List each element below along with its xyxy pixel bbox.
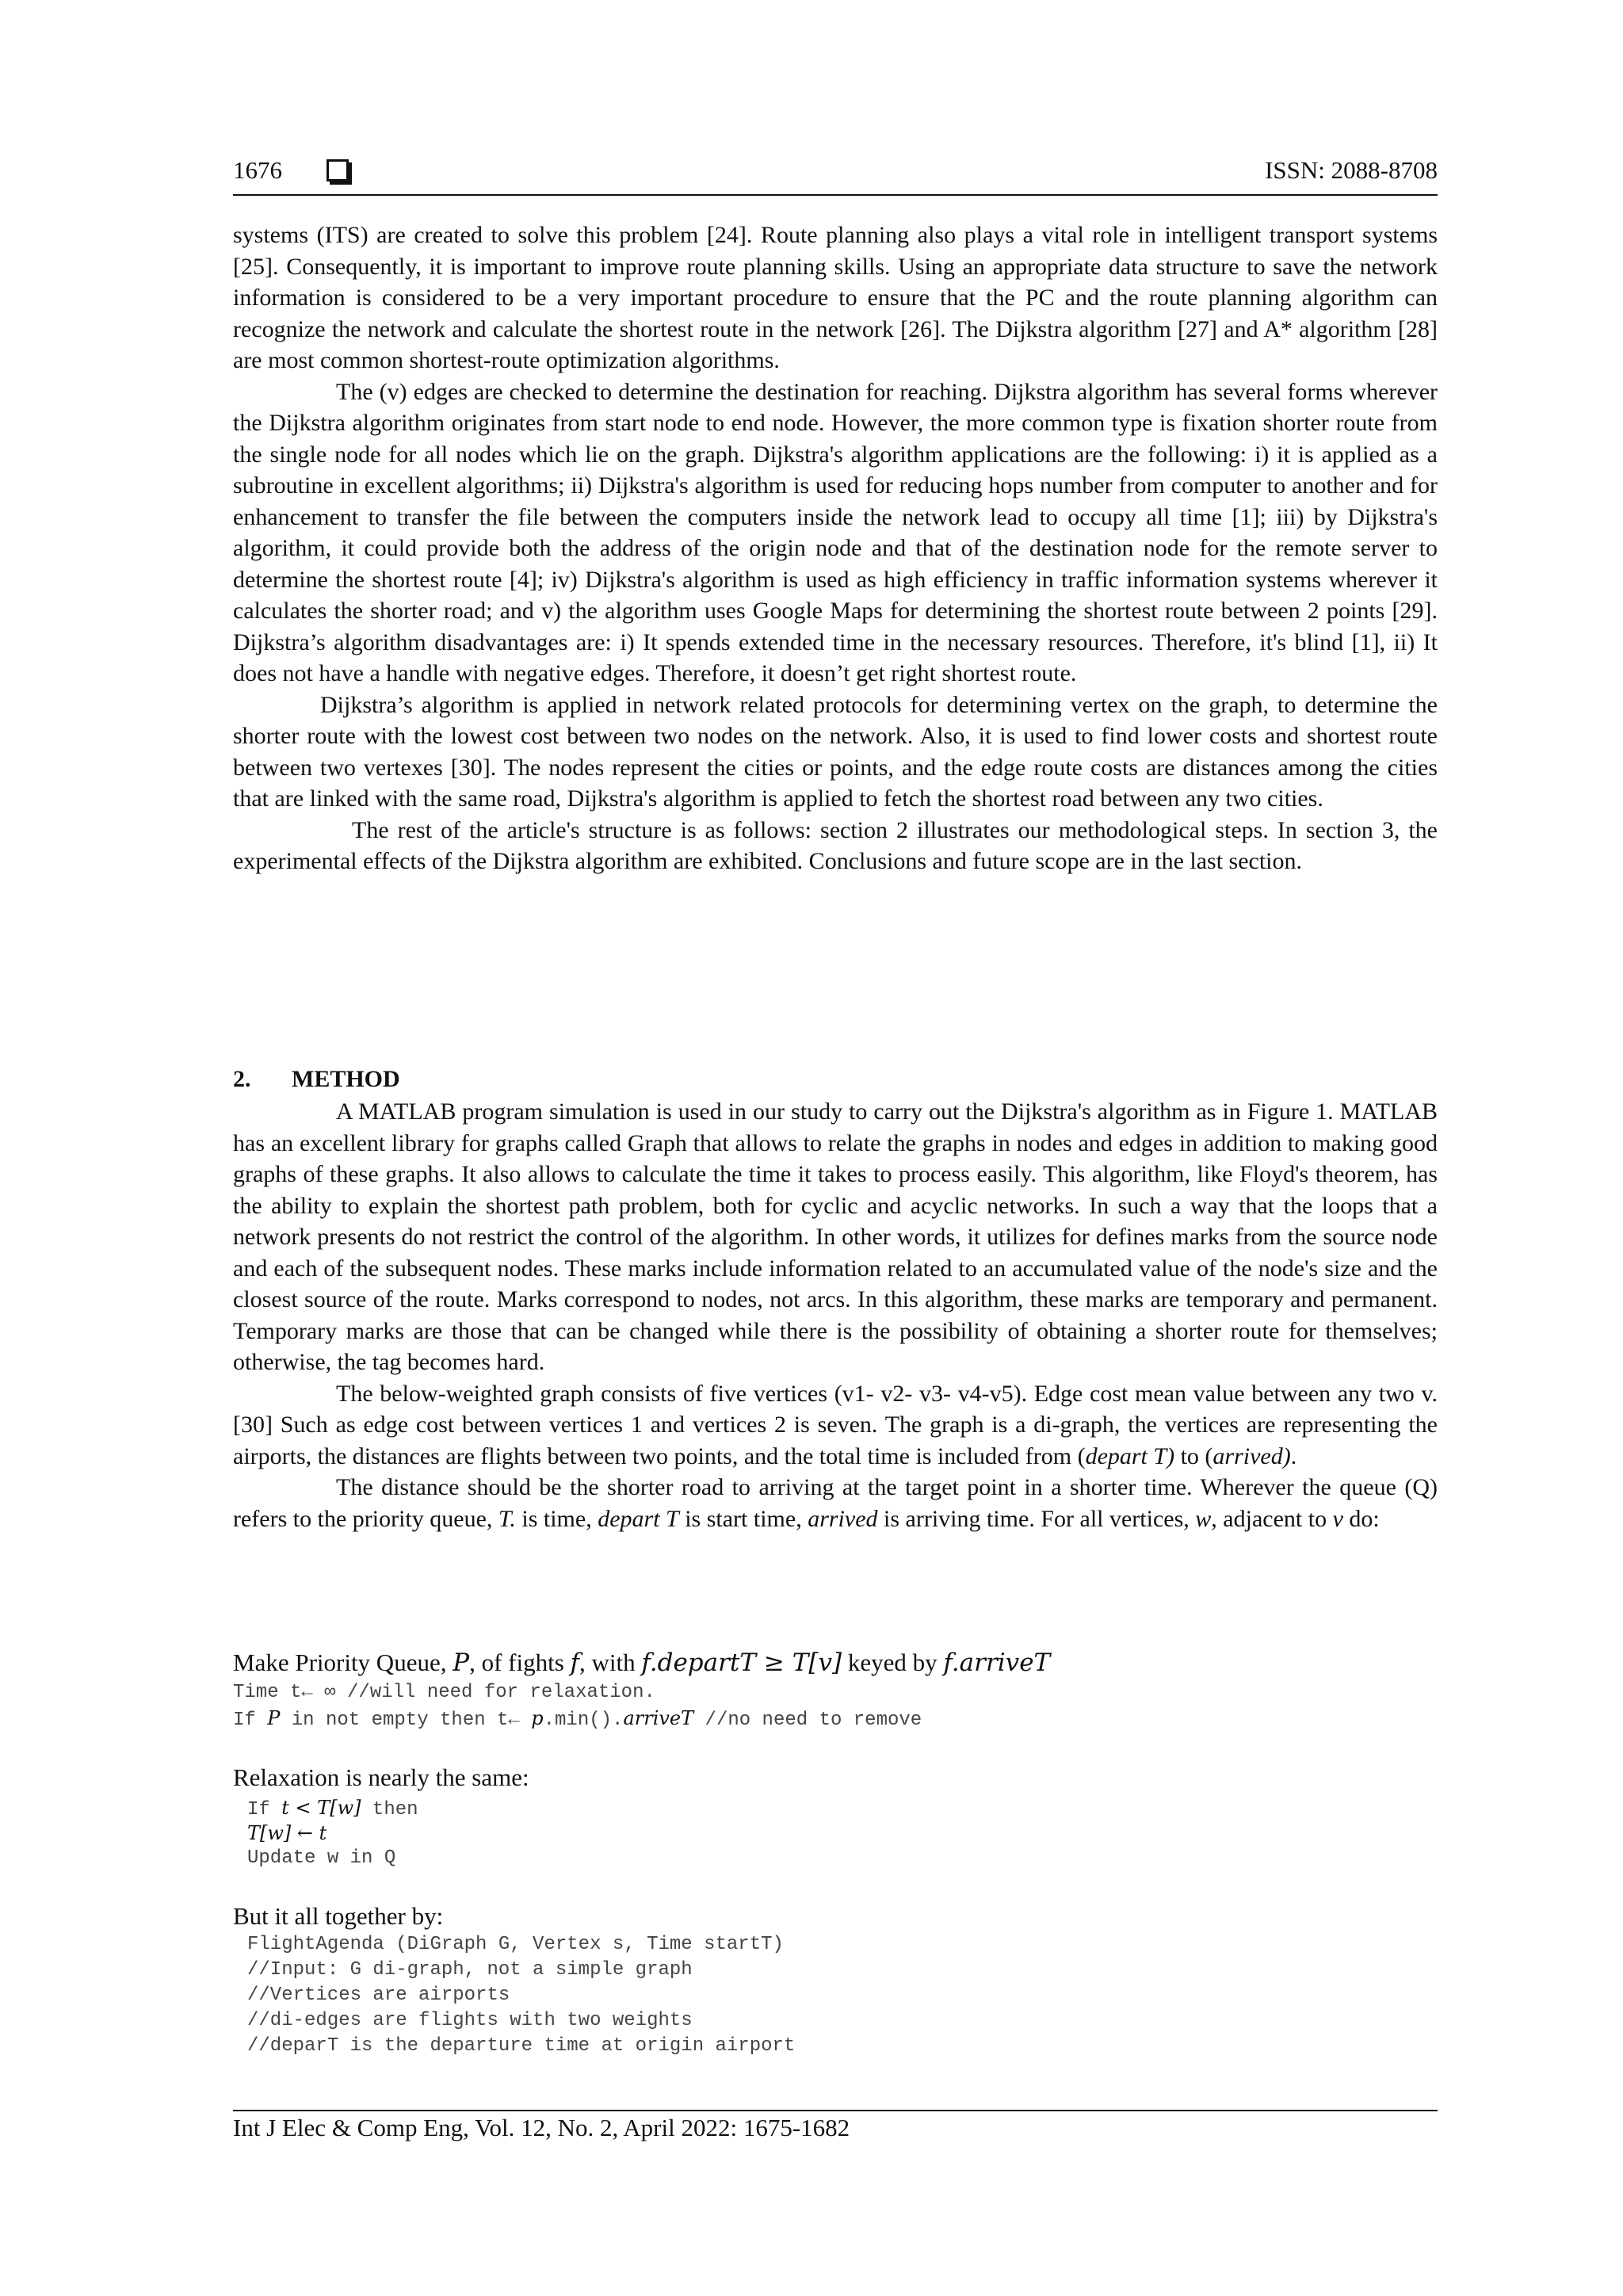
intro-section [233, 220, 1438, 877]
code-comment-line: //Input: G di-graph, not a simple graph [247, 1959, 693, 1981]
code-relax-update: Update w in Q [247, 1847, 396, 1869]
intro-paragraph-3: Dijkstra’s algorithm is applied in network related protocols for determining vertex on the graph, to determine the shorter route with the lowest cost between two nodes on the network. Also, it is used to find lower costs and shortest route between two vertexes [30]. The nodes represent the cities or points, and the edge route costs are distances among the cities that are linked with the same road, Dijkstra's algorithm is applied to fetch the shortest road between any two cities. [233, 691, 1438, 812]
code-line-time: Time t← ∞ //will need for relaxation. [233, 1682, 655, 1703]
code-flightagenda-line: FlightAgenda (DiGraph G, Vertex s, Time startT) [247, 1934, 784, 1955]
section-number: 2. [233, 1066, 251, 1092]
arrived-term: arrived) [1212, 1442, 1291, 1469]
method-paragraph-3: The distance should be the shorter road to arriving at the target point in a shorter time. Wherever the queue (Q) refers to the priority queue, T. is time, depart T is start time, arrived is arriving time. For all vertices, w, adjacent to v do: [233, 1474, 1438, 1532]
depart-t-term: depart T) [1085, 1442, 1175, 1469]
method-paragraph-1: A MATLAB program simulation is used in our study to carry out the Dijkstra's algorithm as in Figure 1. MATLAB has an excellent library for graphs called Graph that allows to relate the graphs in nodes and edges in addition to making good graphs of these graphs. It also allows to calculate the time it takes to process easily. This algorithm, like Floyd's theorem, has the ability to explain the shortest path problem, both for cyclic and acyclic networks. In such a way that the loops that a network presents do not restrict the control of the algorithm. In other words, it utilizes for defines marks from the source node and each of the subsequent nodes. These marks include information related to an accumulated value of the node's size and the closest source of the route. Marks correspond to nodes, not arcs. In this algorithm, these marks are temporary and permanent. Temporary marks are those that can be changed while there is the possibility of obtaining a shorter route for themselves; otherwise, the tag becomes hard. [233, 1098, 1438, 1375]
code-relax-assign: T[w] ← t [247, 1822, 327, 1844]
header-rule [233, 194, 1438, 196]
code-comment-line: //deparT is the departure time at origin airport [247, 2035, 796, 2057]
together-label: But it all together by: [233, 1902, 444, 1930]
square-bullet-icon [327, 159, 349, 181]
section-title: METHOD [292, 1066, 400, 1092]
issn: ISSN: 2088-8708 [1265, 156, 1438, 184]
footer-rule [233, 2110, 1438, 2111]
page-header [233, 156, 1438, 191]
relaxation-label: Relaxation is nearly the same: [233, 1763, 529, 1791]
code-comment-line: //Vertices are airports [247, 1985, 510, 2006]
section-heading [233, 1066, 400, 1093]
code-line-if-p: If P in not empty then t← p.min().arriveT //no need to remove [233, 1707, 922, 1731]
page-footer: Int J Elec & Comp Eng, Vol. 12, No. 2, April 2022: 1675-1682 [233, 2114, 850, 2141]
page-number: 1676 [233, 156, 282, 184]
intro-paragraph-2: The (v) edges are checked to determine the destination for reaching. Dijkstra algorithm has several forms wherever the Dijkstra algorithm originates from start node to end node. However, the more common type is fixation shorter route from the single node for all nodes which lie on the graph. Dijkstra's algorithm applications are the following: i) it is applied as a subroutine in excellent algorithms; ii) Dijkstra's algorithm is used for reducing hops number from computer to another and for enhancement to transfer the file between the computers inside the network lead to occupy all time [1]; iii) by Dijkstra's algorithm, it could provide both the address of the origin node and that of the destination node for the remote server to determine the shortest route [4]; iv) Dijkstra's algorithm is used as high efficiency in traffic information systems wherever it calculates the shorter road; and v) the algorithm uses Google Maps for determining the shortest route between 2 points [29]. Dijkstra’s algorithm disadvantages are: i) It spends extended time in the necessary resources. Therefore, it's blind [1], ii) It does not have a handle with negative edges. Therefore, it doesn’t get right shortest route. [233, 378, 1438, 686]
intro-paragraph-1: systems (ITS) are created to solve this problem [24]. Route planning also plays a vital role in intelligent transport systems [25]. Consequently, it is important to improve route planning skills. Using an appropriate data structure to save the network information is considered to be a very important procedure to ensure that the PC and the route planning algorithm can recognize the network and calculate the shortest route in the network [26]. The Dijkstra algorithm [27] and A* algorithm [28] are most common shortest-route optimization algorithms. [233, 222, 1438, 373]
code-comment-line: //di-edges are flights with two weights [247, 2010, 693, 2031]
code-relax-if: If t < T[w] then [247, 1797, 418, 1820]
priority-queue-line: Make Priority Queue, P, of fights f, with f.departT ≥ T[v] keyed by f.arriveT [233, 1648, 1051, 1677]
method-section [233, 1096, 1438, 1534]
method-paragraph-2: The below-weighted graph consists of five vertices (v1- v2- v3- v4-v5). Edge cost mean value between any two v. [30] Such as edge cost between vertices 1 and vertices 2 is seven. The graph is a di-graph, the vertices are representing the airports, the distances are flights between two points, and the total time is included from (depart T) to (arrived). [233, 1380, 1438, 1469]
intro-paragraph-4: The rest of the article's structure is as follows: section 2 illustrates our methodological steps. In section 3, the experimental effects of the Dijkstra algorithm are exhibited. Conclusions and future scope are in the last section. [233, 816, 1438, 874]
